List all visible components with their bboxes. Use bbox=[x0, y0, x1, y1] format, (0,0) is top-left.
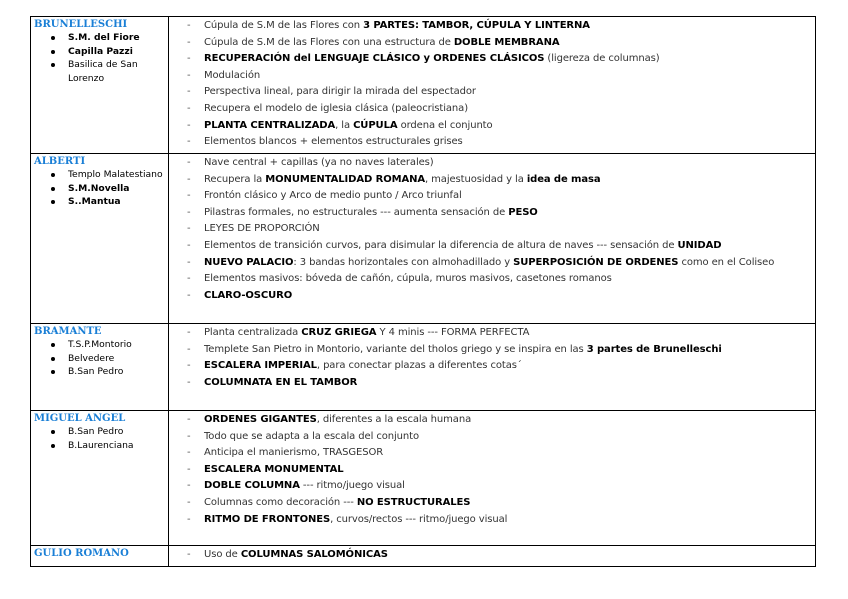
feature-text: como en el Coliseo bbox=[678, 256, 775, 268]
feature-highlight: 3 partes de Brunelleschi bbox=[586, 343, 722, 355]
feature-text: Nave central + capillas (ya no naves laterales) bbox=[204, 157, 434, 168]
feature-text: Frontón clásico y Arco de medio punto / Arco triunfal bbox=[204, 190, 462, 202]
feature-text: Pilastras formales, no estructurales --- aumenta sensación de bbox=[204, 206, 509, 218]
feature-item bbox=[187, 238, 815, 255]
works-list bbox=[34, 425, 168, 452]
table-body bbox=[31, 17, 816, 567]
feature-highlight: ESCALERA MONUMENTAL bbox=[204, 463, 344, 475]
architect-name: BRAMANTE bbox=[34, 326, 102, 337]
feature-item bbox=[187, 205, 815, 222]
feature-item bbox=[187, 462, 815, 479]
feature-item bbox=[187, 155, 815, 172]
feature-highlight: NUEVO PALACIO bbox=[204, 256, 294, 268]
architect-row bbox=[31, 154, 816, 324]
feature-item bbox=[187, 495, 815, 512]
feature-text: Elementos masivos: bóveda de cañón, cúpula, muros masivos, casetones romanos bbox=[204, 273, 612, 285]
features-list bbox=[187, 547, 815, 564]
feature-text: Elementos blancos + elementos estructurales grises bbox=[204, 136, 463, 148]
architect-cell bbox=[31, 17, 169, 154]
feature-highlight: UNIDAD bbox=[677, 239, 722, 251]
work-item: Capilla Pazzi bbox=[48, 45, 168, 59]
architect-cell bbox=[31, 546, 169, 567]
work-item: S.M.Novella bbox=[48, 182, 168, 196]
architect-cell bbox=[31, 411, 169, 546]
feature-item bbox=[187, 101, 815, 118]
feature-highlight: 3 PARTES: TAMBOR, CÚPULA Y LINTERNA bbox=[363, 20, 590, 31]
feature-highlight: MONUMENTALIDAD ROMANA bbox=[265, 173, 425, 185]
feature-highlight: COLUMNAS SALOMÓNICAS bbox=[240, 549, 388, 560]
feature-text: Modulación bbox=[204, 69, 261, 81]
feature-item bbox=[187, 255, 815, 272]
feature-item bbox=[187, 445, 815, 462]
work-item: B.San Pedro bbox=[48, 365, 168, 379]
features-cell bbox=[169, 411, 816, 546]
feature-item bbox=[187, 547, 815, 564]
architect-cell bbox=[31, 324, 169, 411]
feature-item bbox=[187, 271, 815, 288]
work-item: Belvedere bbox=[48, 352, 168, 366]
feature-item bbox=[187, 288, 815, 305]
work-item: B.Laurenciana bbox=[48, 439, 168, 453]
feature-highlight: RITMO DE FRONTONES bbox=[204, 513, 331, 525]
feature-item bbox=[187, 325, 815, 342]
feature-item bbox=[187, 478, 815, 495]
feature-item bbox=[187, 412, 815, 429]
architecture-summary-table bbox=[30, 16, 816, 567]
feature-highlight: DOBLE COLUMNA bbox=[204, 480, 300, 492]
feature-text: Recupera el modelo de iglesia clásica (paleocristiana) bbox=[204, 102, 468, 114]
architect-name: ALBERTI bbox=[34, 156, 86, 167]
feature-highlight: PESO bbox=[508, 206, 538, 218]
feature-text: Perspectiva lineal, para dirigir la mirada del espectador bbox=[204, 86, 476, 98]
architect-row bbox=[31, 17, 816, 154]
feature-text: Templete San Pietro in Montorio, variante del tholos griego y se inspira en las bbox=[204, 343, 587, 355]
feature-highlight: idea de masa bbox=[526, 173, 601, 185]
feature-text: Uso de bbox=[204, 549, 241, 560]
features-list bbox=[187, 155, 815, 304]
feature-item bbox=[187, 375, 815, 392]
feature-highlight: SUPERPOSICIÓN DE ORDENES bbox=[513, 256, 679, 268]
feature-highlight: COLUMNATA EN EL TAMBOR bbox=[204, 376, 358, 388]
feature-item bbox=[187, 84, 815, 101]
features-cell bbox=[169, 546, 816, 567]
feature-text: Todo que se adapta a la escala del conjunto bbox=[204, 430, 419, 442]
feature-item bbox=[187, 18, 815, 35]
feature-item bbox=[187, 35, 815, 52]
work-item: S..Mantua bbox=[48, 195, 168, 209]
work-item: S.M. del Fiore bbox=[48, 31, 168, 45]
feature-text: Recupera la bbox=[204, 173, 266, 185]
works-list bbox=[34, 168, 168, 209]
feature-text: , para conectar plazas a diferentes cotas´ bbox=[316, 360, 522, 372]
features-list bbox=[187, 325, 815, 391]
features-cell bbox=[169, 17, 816, 154]
feature-text: Columnas como decoración --- bbox=[204, 496, 357, 508]
feature-highlight: ESCALERA IMPERIAL bbox=[204, 360, 317, 372]
architect-row bbox=[31, 546, 816, 567]
feature-text: Elementos de transición curvos, para disimular la diferencia de altura de naves --- sensación de bbox=[204, 239, 678, 251]
feature-text: (ligereza de columnas) bbox=[544, 53, 660, 65]
feature-item bbox=[187, 172, 815, 189]
work-item: B.San Pedro bbox=[48, 425, 168, 439]
feature-item bbox=[187, 342, 815, 359]
feature-highlight: CRUZ GRIEGA bbox=[301, 327, 377, 338]
feature-item bbox=[187, 68, 815, 85]
feature-item bbox=[187, 118, 815, 135]
feature-text: , majestuosidad y la bbox=[425, 173, 527, 185]
architect-row bbox=[31, 411, 816, 546]
feature-item bbox=[187, 51, 815, 68]
feature-text: Cúpula de S.M de las Flores con una estructura de bbox=[204, 36, 454, 48]
feature-text: , la bbox=[335, 119, 354, 131]
architect-name: GULIO ROMANO bbox=[34, 548, 129, 559]
architect-name: MIGUEL ANGEL bbox=[34, 413, 126, 424]
features-list bbox=[187, 18, 815, 151]
work-item: Basilica de San Lorenzo bbox=[48, 58, 168, 85]
feature-text: , diferentes a la escala humana bbox=[316, 414, 472, 425]
feature-item bbox=[187, 134, 815, 151]
feature-text: Cúpula de S.M de las Flores con bbox=[204, 20, 364, 31]
works-list bbox=[34, 338, 168, 379]
architect-name: BRUNELLESCHI bbox=[34, 19, 128, 30]
work-item: Templo Malatestiano bbox=[48, 168, 168, 182]
features-list bbox=[187, 412, 815, 528]
architect-row bbox=[31, 324, 816, 411]
feature-highlight: NO ESTRUCTURALES bbox=[356, 496, 471, 508]
feature-item bbox=[187, 358, 815, 375]
feature-text: Y 4 minis --- FORMA PERFECTA bbox=[376, 327, 530, 338]
feature-text: --- ritmo/juego visual bbox=[299, 480, 405, 492]
feature-highlight: CÚPULA bbox=[353, 119, 398, 131]
architect-cell bbox=[31, 154, 169, 324]
feature-item bbox=[187, 429, 815, 446]
feature-text: : 3 bandas horizontales con almohadillado y bbox=[293, 256, 514, 268]
feature-highlight: PLANTA CENTRALIZADA bbox=[204, 119, 336, 131]
feature-highlight: ORDENES GIGANTES bbox=[204, 414, 317, 425]
works-list bbox=[34, 31, 168, 86]
feature-text: Anticipa el manierismo, TRASGESOR bbox=[204, 447, 384, 459]
feature-text: LEYES DE PROPORCIÓN bbox=[204, 223, 320, 235]
feature-highlight: CLARO-OSCURO bbox=[204, 289, 293, 301]
feature-item bbox=[187, 512, 815, 529]
feature-text: , curvos/rectos --- ritmo/juego visual bbox=[330, 513, 508, 525]
feature-highlight: RECUPERACIÓN del LENGUAJE CLÁSICO y ORDENES CLÁSICOS bbox=[204, 53, 545, 65]
work-item: T.S.P.Montorio bbox=[48, 338, 168, 352]
features-cell bbox=[169, 324, 816, 411]
features-cell bbox=[169, 154, 816, 324]
feature-highlight: DOBLE MEMBRANA bbox=[453, 36, 560, 48]
feature-item bbox=[187, 221, 815, 238]
feature-text: ordena el conjunto bbox=[397, 119, 493, 131]
feature-text: Planta centralizada bbox=[204, 327, 302, 338]
feature-item bbox=[187, 188, 815, 205]
